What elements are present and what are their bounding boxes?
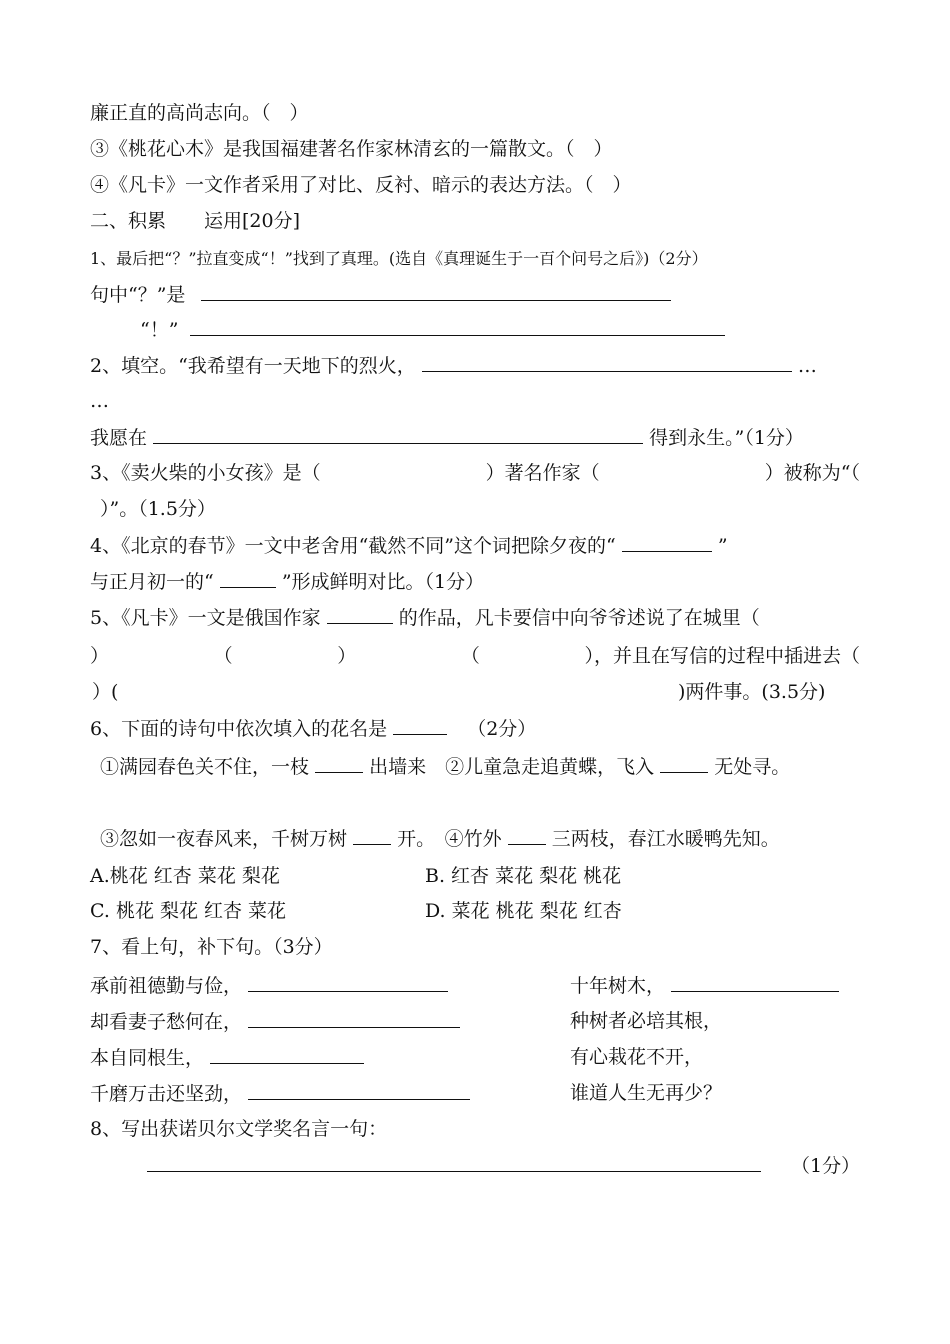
question-3-part: ）著名作家（ (485, 462, 600, 484)
question-3-line-a (90, 461, 860, 485)
ellipsis-continuation: … (90, 390, 109, 412)
option-d: D. 菜花 桃花 梨花 红杏 (425, 900, 622, 922)
question-4-text-b2: ”形成鲜明对比。（1分） (281, 571, 485, 593)
option-c: C. 桃花 梨花 红杏 菜花 (90, 900, 287, 922)
answer-blank[interactable] (248, 1081, 470, 1100)
answer-blank[interactable] (248, 1009, 460, 1028)
poem-text: 出墙来 ②儿童急走追黄蝶，飞入 (369, 756, 655, 778)
answer-blank[interactable] (508, 826, 546, 845)
question-5-part: （ (460, 645, 480, 667)
poem-prompt-4: 种树者必培其根， (570, 1010, 723, 1032)
answer-blank[interactable] (248, 973, 448, 992)
answer-blank[interactable] (353, 826, 391, 845)
answer-blank[interactable] (327, 605, 393, 624)
question-8-answer-line (147, 1153, 860, 1178)
question-5-part: ） (90, 645, 110, 667)
answer-blank[interactable] (220, 569, 276, 588)
ellipsis: … (797, 355, 817, 377)
poem-line-1 (100, 754, 790, 779)
question-1-label-b: “！” (140, 319, 179, 341)
question-1-line-a (90, 282, 671, 307)
poem-line-2 (100, 826, 780, 851)
question-2-line-a (90, 353, 817, 378)
question-5-line-c-end: )两件事。(3.5分) (678, 681, 826, 703)
poem-prompt-5 (90, 1045, 364, 1070)
poem-prompt-2 (570, 973, 839, 998)
answer-blank[interactable] (622, 533, 712, 552)
poem-prompt-text: 却看妻子愁何在， (90, 1011, 243, 1033)
question-1-label-a: 句中“？”是 (90, 284, 186, 306)
answer-blank[interactable] (393, 716, 447, 735)
answer-blank[interactable] (210, 1045, 364, 1064)
question-3-line-b: ）”。（1.5分） (100, 498, 216, 520)
poem-prompt-text: 承前祖德勤与俭， (90, 975, 243, 997)
question-5-part: （ (213, 645, 233, 667)
question-2-line-b (90, 425, 804, 450)
question-4-text-b1: 与正月初一的“ (90, 571, 214, 593)
answer-blank[interactable] (671, 973, 839, 992)
question-8-points: （1分） (791, 1155, 861, 1177)
question-4-line-b (90, 569, 484, 594)
answer-blank[interactable] (190, 317, 725, 336)
poem-prompt-8: 谁道人生无再少？ (570, 1082, 723, 1104)
question-2-text-b2: 得到永生。”（1分） (649, 427, 804, 449)
judgment-item-3: ③《桃花心木》是我国福建著名作家林清玄的一篇散文。（ ） (90, 138, 613, 160)
poem-text: ③忽如一夜春风来，千树万树 (100, 828, 348, 850)
poem-text: 无处寻。 (714, 756, 791, 778)
poem-prompt-text: 本自同根生， (90, 1047, 205, 1069)
question-5-line-c (92, 680, 118, 704)
question-3-part: ）被称为“（ (764, 462, 860, 484)
question-5-part: ） (337, 645, 357, 667)
poem-text: 开。 ④竹外 (397, 828, 502, 850)
question-3-part: 3、《卖火柴的小女孩》是（ (90, 462, 321, 484)
question-5-text-c1: ）( (92, 681, 119, 703)
option-b: B. 红杏 菜花 梨花 桃花 (425, 865, 622, 887)
option-a: A.桃花 红杏 菜花 梨花 (90, 865, 280, 887)
question-5-line-b (90, 644, 860, 668)
poem-text: ①满园春色关不住，一枝 (100, 756, 310, 778)
answer-blank[interactable] (660, 754, 708, 773)
poem-prompt-1 (90, 973, 448, 998)
answer-blank[interactable] (201, 282, 671, 301)
answer-blank[interactable] (422, 353, 792, 372)
poem-prompt-text: 千磨万击还坚劲， (90, 1083, 243, 1105)
question-1-line-b (140, 317, 725, 342)
line-continuation: 廉正直的高尚志向。（ ） (90, 102, 309, 124)
question-2-text-b1: 我愿在 (90, 427, 148, 449)
judgment-item-4: ④《凡卡》一文作者采用了对比、反衬、暗示的表达方法。（ ） (90, 174, 632, 196)
question-8: 8、写出获诺贝尔文学奖名言一句： (90, 1118, 388, 1140)
question-4-text-a2: ” (717, 535, 728, 557)
question-2-text: 2、填空。“我希望有一天地下的烈火， (90, 355, 416, 377)
question-1: 1、最后把“？”拉直变成“！”找到了真理。(选自《真理诞生于一百个问号之后》)（2分） (90, 249, 708, 268)
poem-prompt-7 (90, 1081, 470, 1106)
question-4-line-a (90, 533, 728, 558)
question-5-text-a1: 5、《凡卡》一文是俄国作家 (90, 607, 321, 629)
question-5-line-a (90, 605, 760, 630)
question-6-text: 6、下面的诗句中依次填入的花名是 (90, 718, 388, 740)
question-5-part: ），并且在写信的过程中插进去（ (584, 645, 860, 667)
poem-prompt-3 (90, 1009, 460, 1034)
poem-prompt-6: 有心栽花不开， (570, 1046, 704, 1068)
poem-text: 三两枝，春江水暖鸭先知。 (551, 828, 780, 850)
answer-blank[interactable] (147, 1153, 761, 1172)
question-6 (90, 716, 536, 741)
question-4-text-a1: 4、《北京的春节》一文中老舍用“截然不同”这个词把除夕夜的“ (90, 535, 616, 557)
answer-blank[interactable] (153, 425, 643, 444)
question-7: 7、看上句，补下句。（3分） (90, 936, 333, 958)
answer-blank[interactable] (315, 754, 363, 773)
section-heading: 二、积累 运用[20分] (90, 210, 301, 232)
question-5-text-a2: 的作品，凡卡要信中向爷爷述说了在城里（ (398, 607, 760, 629)
question-6-points: （2分） (467, 718, 537, 740)
poem-prompt-text: 十年树木， (570, 975, 666, 997)
